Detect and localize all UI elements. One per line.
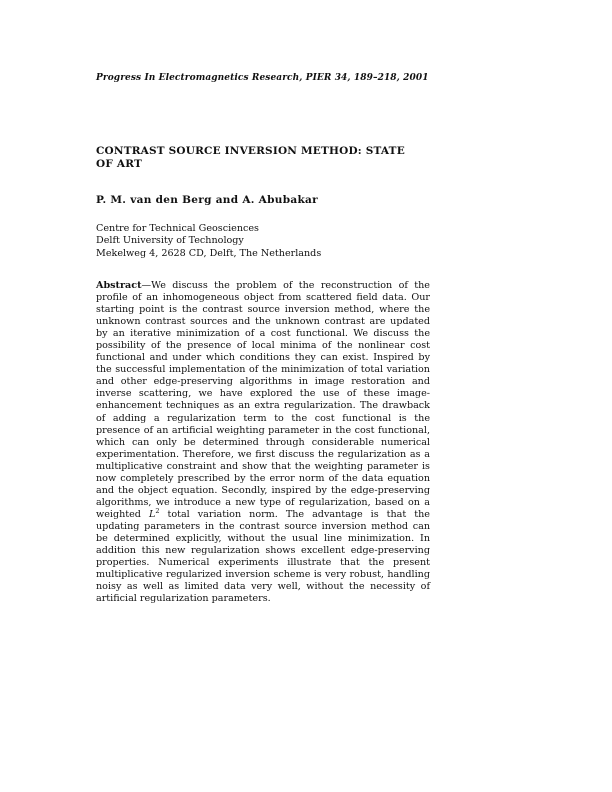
author-list: P. M. van den Berg and A. Abubakar (96, 194, 318, 206)
norm-exponent: 2 (155, 506, 160, 515)
abstract-text-part-1: We discuss the problem of the reconstruction of the profile of an inhomogeneous object from scattered field data. Our starting point is the contrast source inversion method, where the unknown contrast sources and the unknown contrast are updated by an iterative minimization of a cost functional. We discuss the possibility of the presence of local minima of the nonlinear cost functional and under which conditions they can exist. Inspired by the successful implementation of the minimization of total variation and other edge-preserving algorithms in image restoration and inverse scattering, we have explored the use of these image-enhancement techniques as an extra regularization. The drawback of adding a regularization term to the cost functional is the presence of an artificial weighting parameter in the cost functional, which can only be determined through considerable numerical experimentation. Therefore, we first discuss the regularization as a multiplicative constraint and show that the weighting parameter is now completely prescribed by the error norm of the data equation and the object equation. Secondly, inspired by the edge-preserving algorithms, we introduce a new type of regularization, based on a weighted (96, 280, 430, 520)
affiliation (96, 223, 436, 260)
affiliation-line-1: Centre for Technical Geosciences (96, 223, 259, 234)
abstract-label: Abstract (96, 280, 142, 291)
paper-title: CONTRAST SOURCE INVERSION METHOD: STATE OF ART (96, 145, 405, 170)
affiliation-line-2: Delft University of Technology (96, 235, 244, 247)
abstract-paragraph (96, 280, 430, 605)
norm-symbol: L (148, 508, 156, 520)
abstract-text-part-2: total variation norm. The advantage is that the updating parameters in the contrast source inversion method can be determined explicitly, without the usual line minimization. In addition this new regularization shows excellent edge-preserving properties. Numerical experiments illustrate that the present multiplicative regularized inversion scheme is very robust, handling noisy as well as limited data very well, without the necessity of artificial regularization parameters. (96, 508, 430, 605)
abstract-dash: — (141, 280, 152, 291)
affiliation-line-3: Mekelweg 4, 2628 CD, Delft, The Netherlands (96, 247, 322, 259)
journal-reference: Progress In Electromagnetics Research, PIER 34, 189–218, 2001 (96, 73, 429, 83)
